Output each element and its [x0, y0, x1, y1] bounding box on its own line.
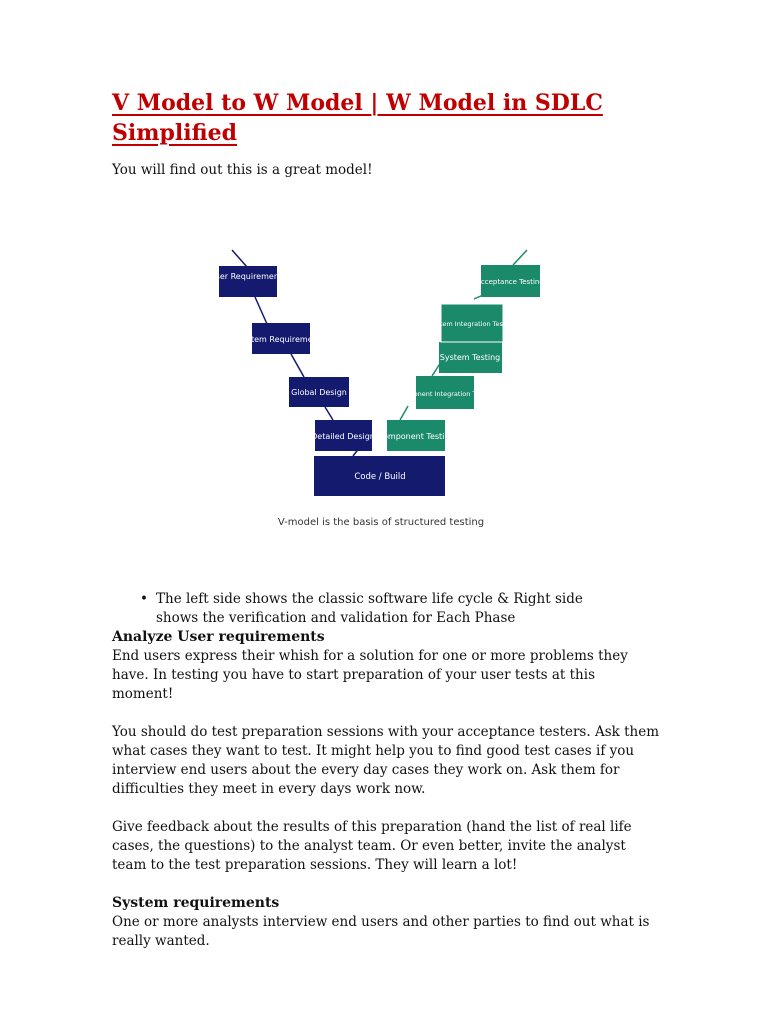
phase-system-testing	[439, 342, 502, 373]
svg-text:Component Testing: Component Testing	[377, 432, 455, 441]
phase-user-requirements	[210, 266, 286, 297]
bullet-list	[138, 590, 618, 628]
svg-text:Global Design: Global Design	[291, 388, 347, 397]
svg-text:System Integration Testing: System Integration Testing	[428, 320, 516, 328]
svg-text:Detailed Design: Detailed Design	[311, 432, 375, 441]
intro-text: You will find out this is a great model!	[112, 162, 373, 178]
v-model-diagram	[205, 245, 550, 500]
phase-system-integration-testing	[428, 304, 515, 342]
bullet-icon: •	[140, 591, 148, 607]
svg-text:System Requirements: System Requirements	[237, 335, 325, 344]
svg-text:Component Integration Testing: Component Integration Testing	[394, 390, 496, 398]
page-title[interactable]: V Model to W Model | W Model in SDLC Simplified	[112, 90, 603, 146]
paragraph: One or more analysts interview end users and other parties to find out what is really wanted.	[112, 914, 650, 949]
phase-component-testing	[377, 420, 454, 451]
svg-text:System Testing: System Testing	[439, 353, 501, 362]
paragraph: You should do test preparation sessions with your acceptance testers. Ask them what cases they want to test. It might help you to find good test cases if you interview end users about the every day cases they work on. Ask them for difficulties they meet in every days work now.	[112, 724, 660, 797]
phase-acceptance-testing	[476, 265, 544, 297]
svg-text:Code / Build: Code / Build	[354, 472, 406, 482]
phase-system-requirements	[237, 323, 325, 354]
article-body	[112, 628, 660, 951]
svg-text:Acceptance Testing: Acceptance Testing	[476, 278, 544, 286]
phase-component-integration-testing	[395, 376, 496, 409]
phase-global-design	[289, 377, 349, 407]
paragraph: Give feedback about the results of this preparation (hand the list of real life cases, the questions) to the analyst team. Or even better, invite the analyst team to the test preparation sessions. They will learn a lot!	[112, 819, 632, 873]
paragraph: End users express their whish for a solution for one or more problems they have. In testing you have to start preparation of your user tests at this moment!	[112, 648, 628, 702]
figure-caption: V-model is the basis of structured testing	[277, 517, 485, 528]
svg-text:User Requirements: User Requirements	[209, 272, 287, 281]
phase-code-build	[314, 456, 445, 496]
phase-detailed-design	[311, 420, 375, 451]
list-item	[138, 590, 618, 628]
section-heading: Analyze User requirements	[112, 629, 325, 645]
bullet-text: The left side shows the classic software life cycle & Right side shows the verification and validation for Each Phase	[156, 591, 583, 626]
section-heading: System requirements	[112, 895, 280, 911]
